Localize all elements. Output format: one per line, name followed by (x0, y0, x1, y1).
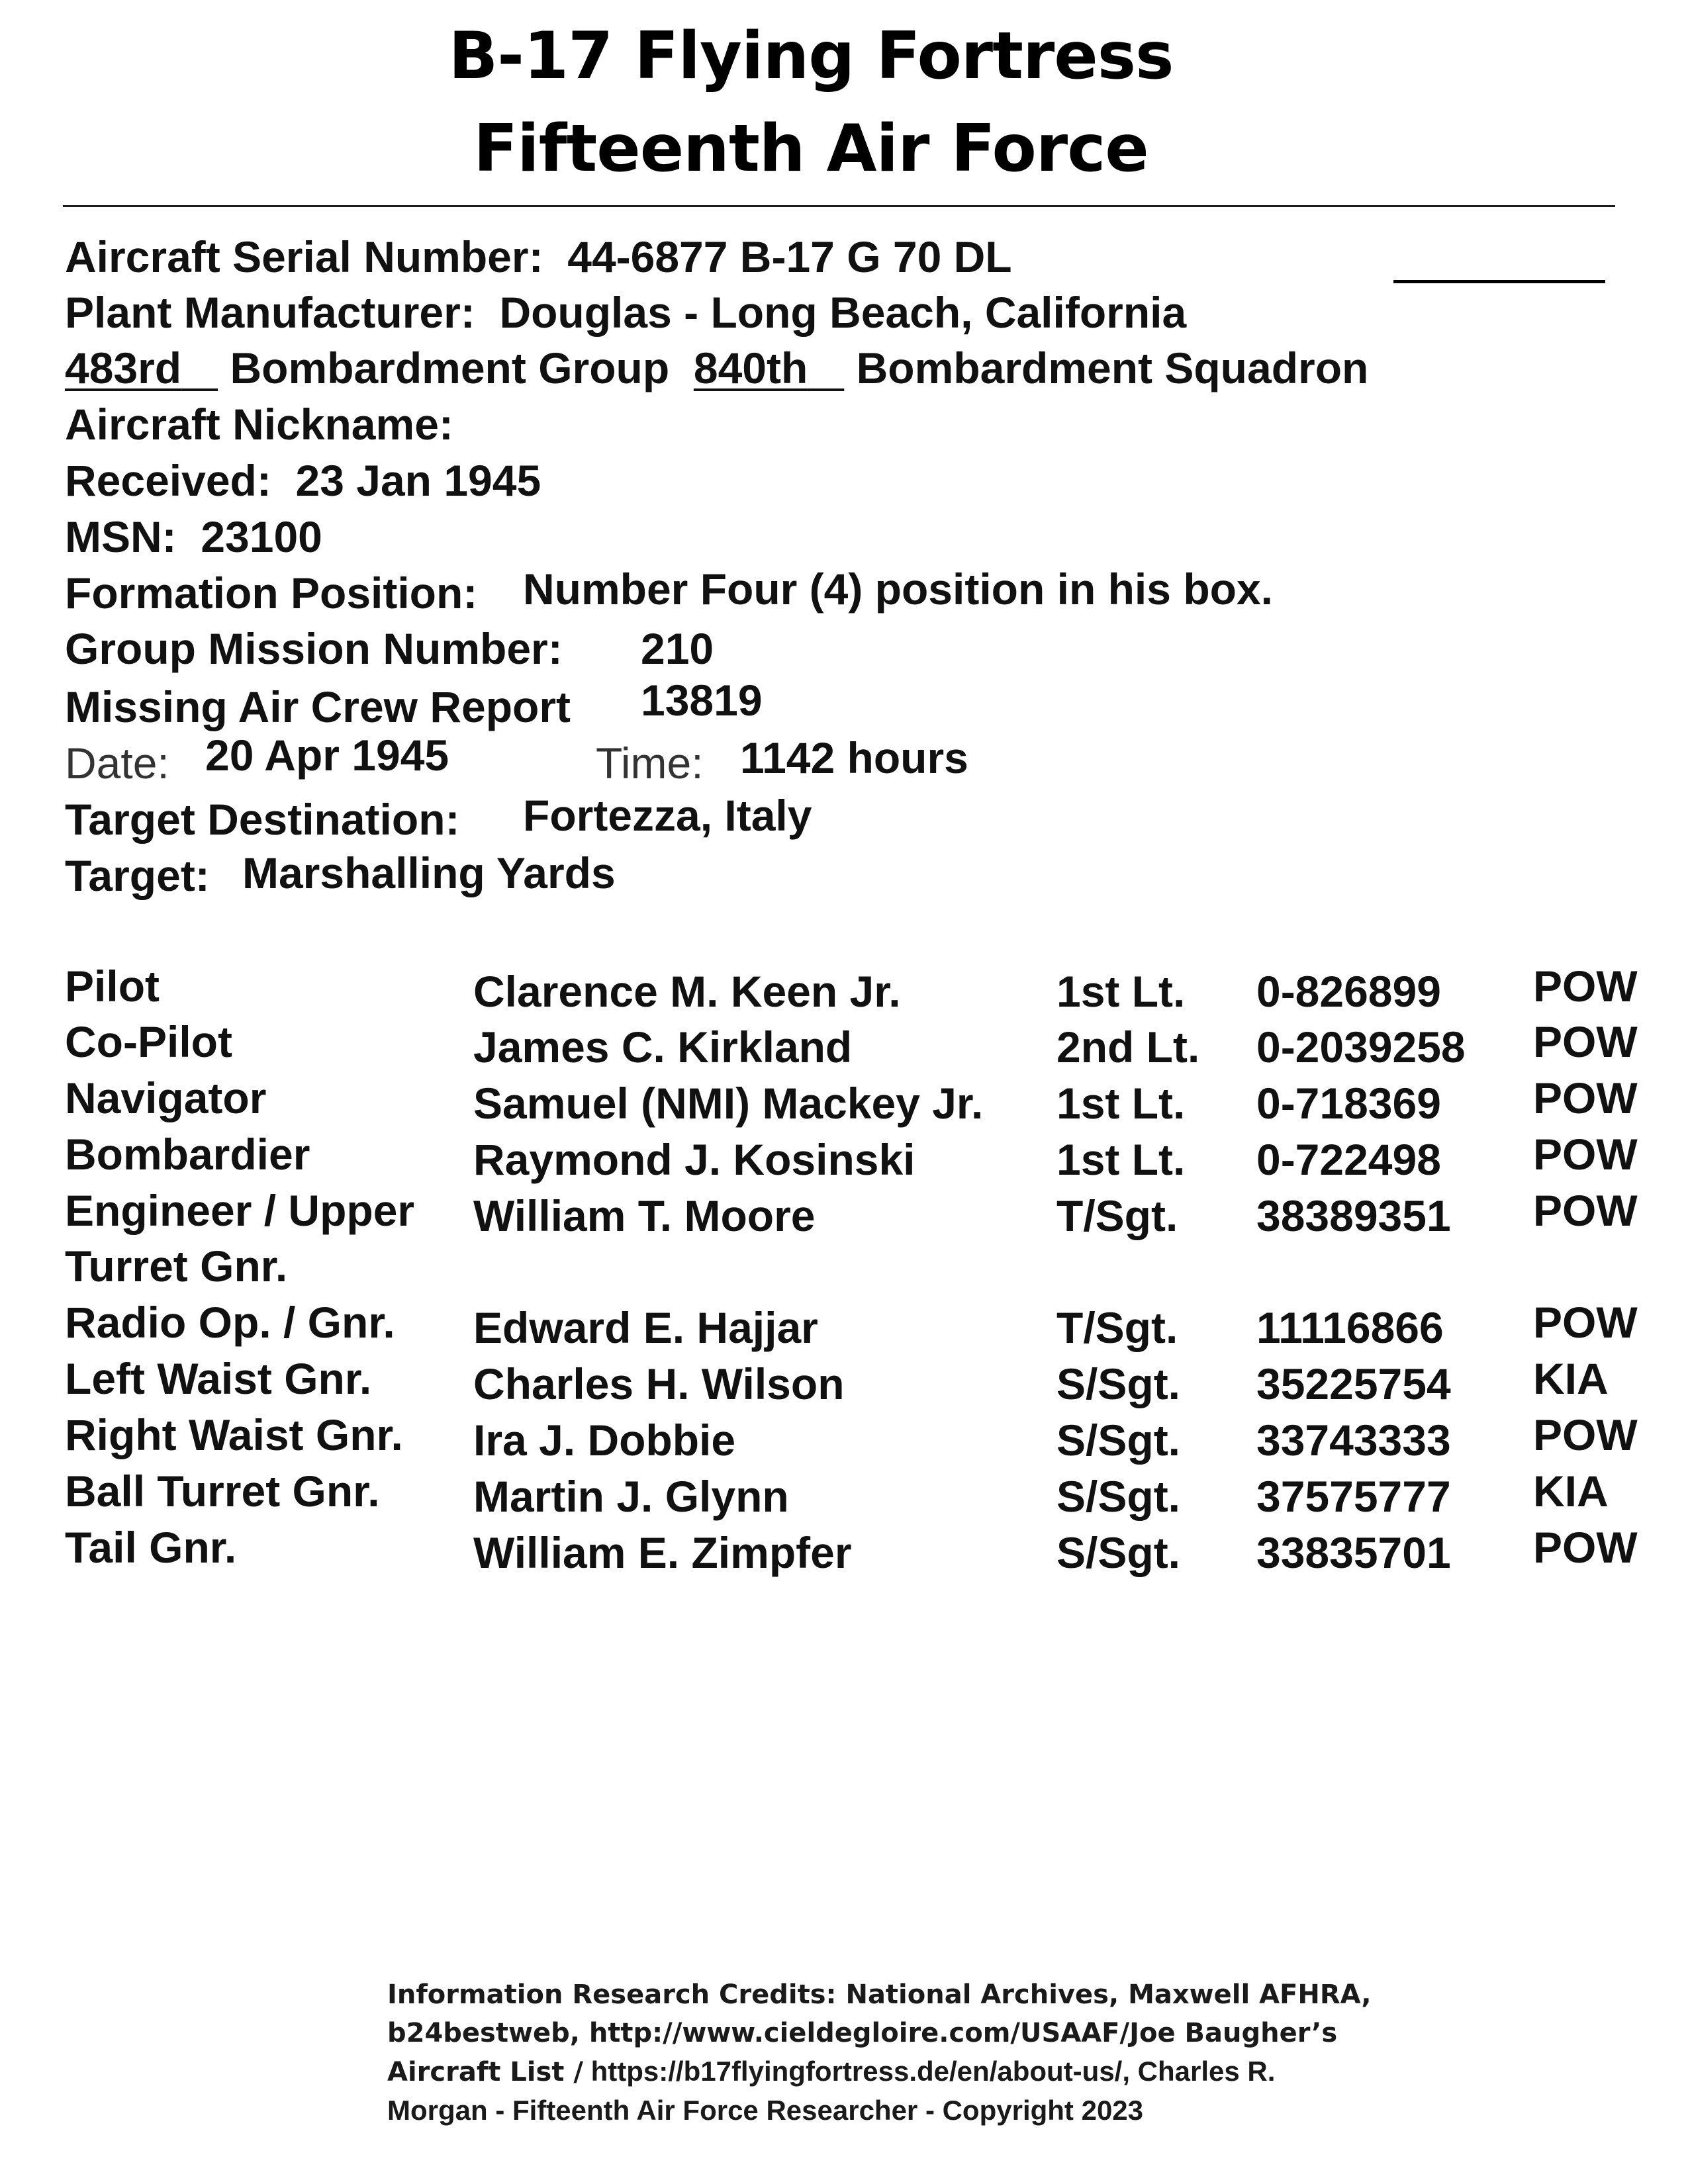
plant-manufacturer-row (65, 287, 1186, 338)
crew-status: POW (1533, 962, 1638, 1011)
crew-rank: S/Sgt. (1056, 1528, 1181, 1577)
crew-rank: 1st Lt. (1056, 1135, 1186, 1184)
crew-rank: S/Sgt. (1056, 1472, 1181, 1521)
crew-serial: 37575777 (1256, 1472, 1451, 1521)
target-label: Target: (65, 851, 210, 900)
time-label: Time: (596, 739, 704, 788)
crew-name: William T. Moore (473, 1191, 816, 1240)
crew-name: Raymond J. Kosinski (473, 1135, 915, 1184)
credits-line-3a: Aircraft List / (387, 2057, 583, 2087)
target-value: Marshalling Yards (242, 848, 616, 897)
crew-status: KIA (1533, 1467, 1609, 1516)
plant-manufacturer-label: Plant Manufacturer: (65, 288, 475, 337)
nickname-label: Aircraft Nickname: (65, 400, 453, 449)
crew-rank: S/Sgt. (1056, 1416, 1181, 1465)
msn-label: MSN: (65, 512, 177, 561)
crew-rank: S/Sgt. (1056, 1359, 1181, 1408)
date-value: 20 Apr 1945 (205, 731, 449, 780)
crew-serial: 33835701 (1256, 1528, 1451, 1577)
crew-serial: 35225754 (1256, 1359, 1451, 1408)
crew-row (0, 1353, 1688, 1409)
mission-number-value: 210 (641, 624, 714, 673)
crew-role: Pilot (65, 962, 160, 1011)
plant-manufacturer-value: Douglas - Long Beach, California (499, 288, 1187, 337)
crew-name: William E. Zimpfer (473, 1528, 852, 1577)
crew-role: Ball Turret Gnr. (65, 1467, 380, 1516)
crew-status: POW (1533, 1186, 1638, 1235)
formation-position-value: Number Four (4) position in his box. (523, 565, 1273, 614)
crew-row (0, 1017, 1688, 1072)
crew-row (0, 1129, 1688, 1185)
crew-serial: 0-722498 (1256, 1135, 1441, 1184)
title-divider (63, 205, 1615, 207)
crew-status: POW (1533, 1523, 1638, 1572)
squadron-label: Bombardment Squadron (856, 343, 1369, 392)
mission-number-label: Group Mission Number: (65, 624, 563, 673)
crew-serial: 0-826899 (1256, 967, 1441, 1016)
target-destination-row (65, 791, 812, 844)
page-title-line-1: B-17 Flying Fortress (448, 19, 1174, 94)
crew-role: Right Waist Gnr. (65, 1410, 403, 1459)
formation-position-label: Formation Position: (65, 569, 478, 617)
page-title-line-2: Fifteenth Air Force (473, 111, 1149, 187)
credits-line-4: Morgan - Fifteenth Air Force Researcher - Copyright 2023 (387, 2095, 1144, 2126)
crew-serial: 11116866 (1256, 1303, 1444, 1352)
msn-row (65, 512, 322, 562)
crew-name: Martin J. Glynn (473, 1472, 789, 1521)
crew-name: James C. Kirkland (473, 1023, 853, 1071)
crew-serial: 33743333 (1256, 1416, 1451, 1465)
received-value: 23 Jan 1945 (295, 456, 541, 505)
received-row (65, 455, 541, 506)
serial-blank-line (1393, 280, 1605, 283)
crew-name: Edward E. Hajjar (473, 1303, 818, 1352)
crew-row (0, 1185, 1688, 1297)
credits-line-1: Information Research Credits: National Archives, Maxwell AFHRA, (387, 1979, 1372, 2010)
credits-line-2: b24bestweb, http://www.cieldegloire.com/USAAF/Joe Baugher’s (387, 2018, 1338, 2048)
macr-value: 13819 (641, 676, 763, 725)
crew-rank: T/Sgt. (1056, 1191, 1178, 1240)
crew-status: POW (1533, 1130, 1638, 1179)
crew-row (0, 1522, 1688, 1578)
crew-row (0, 961, 1688, 1017)
research-credits (387, 1976, 1380, 2130)
macr-row (65, 676, 763, 732)
crew-name: Samuel (NMI) Mackey Jr. (473, 1079, 984, 1128)
crew-rank: 1st Lt. (1056, 1079, 1186, 1128)
crew-status: POW (1533, 1410, 1638, 1459)
received-label: Received: (65, 456, 271, 505)
crew-row (0, 1073, 1688, 1128)
crew-rank: 1st Lt. (1056, 967, 1186, 1016)
crew-serial: 0-2039258 (1256, 1023, 1466, 1071)
macr-label: Missing Air Crew Report (65, 682, 571, 731)
target-row (65, 848, 616, 901)
crew-status: POW (1533, 1073, 1638, 1122)
crew-status: POW (1533, 1017, 1638, 1066)
credits-line-3b: https://b17flyingfortress.de/en/about-us/, Charles R. (583, 2056, 1276, 2087)
target-destination-label: Target Destination: (65, 795, 460, 844)
formation-position-row (65, 565, 1273, 618)
crew-name: Clarence M. Keen Jr. (473, 967, 901, 1016)
crew-role: Radio Op. / Gnr. (65, 1298, 395, 1347)
crew-role: Navigator (65, 1073, 267, 1122)
serial-number-row (65, 232, 1012, 282)
crew-row (0, 1410, 1688, 1465)
crew-role: Tail Gnr. (65, 1523, 237, 1572)
crew-name: Ira J. Dobbie (473, 1416, 736, 1465)
date-label: Date: (65, 739, 169, 788)
crew-serial: 0-718369 (1256, 1079, 1441, 1128)
mission-number-row (65, 623, 714, 674)
credits-line-3 (387, 2052, 1380, 2091)
crew-role-line-2: Turret Gnr. (65, 1242, 288, 1291)
serial-number-label: Aircraft Serial Number: (65, 232, 543, 281)
crew-rank: T/Sgt. (1056, 1303, 1178, 1352)
msn-value: 23100 (201, 512, 322, 561)
group-squadron-row (65, 343, 1368, 393)
squadron-number: 840th (693, 343, 808, 392)
crew-row (0, 1297, 1688, 1353)
group-label: Bombardment Group (230, 343, 670, 392)
target-destination-value: Fortezza, Italy (523, 791, 812, 840)
crew-role: Engineer / Upper (65, 1186, 415, 1235)
crew-status: POW (1533, 1298, 1638, 1347)
crew-role: Co-Pilot (65, 1017, 232, 1066)
serial-number-value: 44-6877 B-17 G 70 DL (567, 232, 1012, 281)
crew-rank: 2nd Lt. (1056, 1023, 1200, 1071)
time-value: 1142 hours (740, 733, 968, 782)
group-number: 483rd (65, 343, 182, 392)
nickname-row (65, 399, 465, 449)
date-time-row (65, 731, 968, 788)
crew-role: Left Waist Gnr. (65, 1354, 372, 1403)
crew-serial: 38389351 (1256, 1191, 1451, 1240)
crew-row (0, 1466, 1688, 1522)
crew-name: Charles H. Wilson (473, 1359, 845, 1408)
crew-status: KIA (1533, 1354, 1609, 1403)
crew-role: Bombardier (65, 1130, 310, 1179)
